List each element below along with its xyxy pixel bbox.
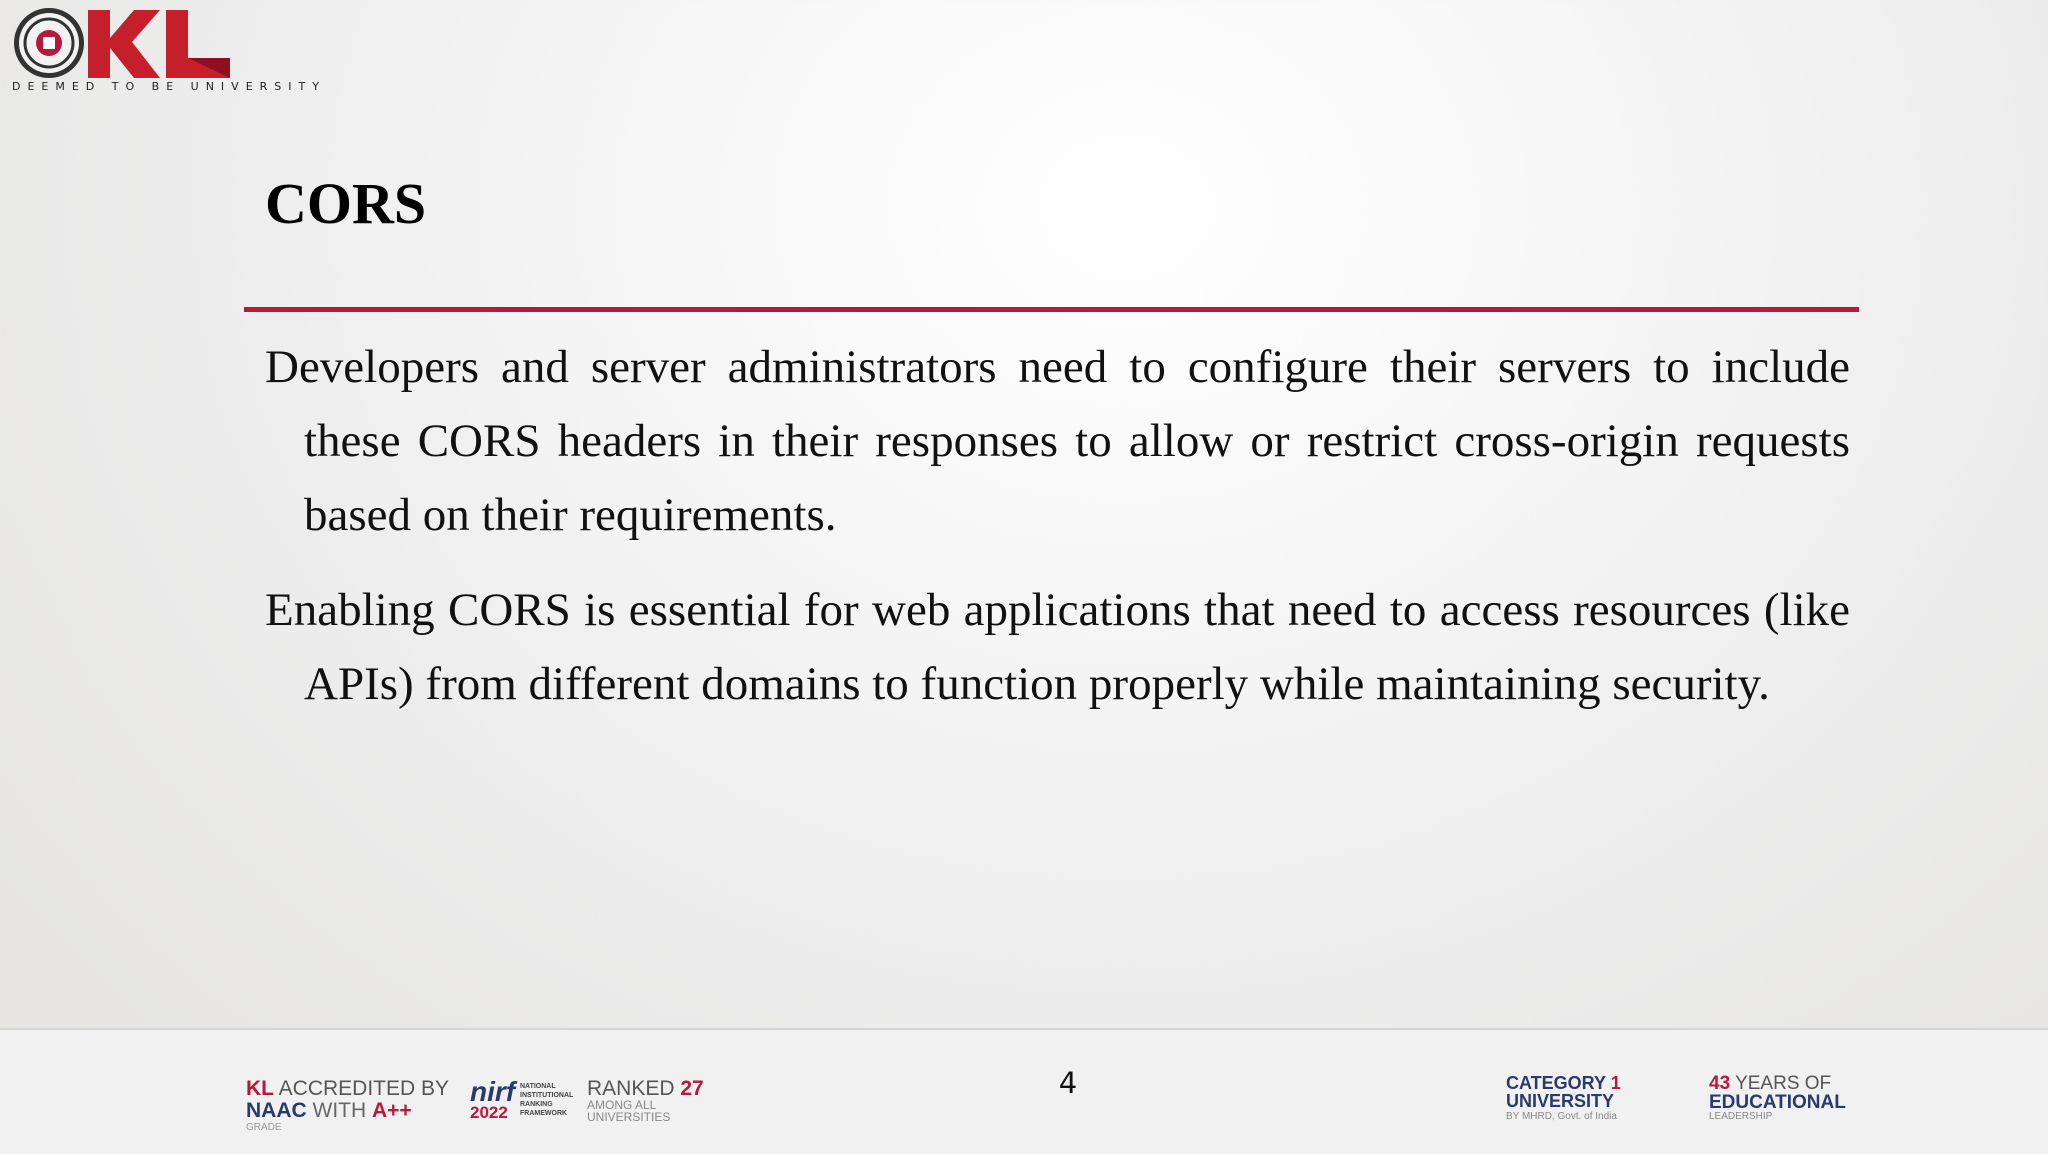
university-emblem-icon	[12, 6, 86, 80]
naac-label: NAAC	[246, 1099, 307, 1122]
years-sub: LEADERSHIP	[1709, 1111, 1773, 1122]
category-line2: UNIVERSITY	[1506, 1091, 1615, 1111]
naac-kl: KL	[246, 1077, 274, 1100]
ranked-sub-1: AMONG ALL	[587, 1098, 657, 1112]
ranked-number: 27	[680, 1077, 704, 1100]
kl-letters-icon	[84, 4, 234, 84]
page-number: 4	[1058, 1066, 1078, 1100]
nirf-text: NATIONAL INSTITUTIONAL RANKING FRAMEWORK	[520, 1083, 574, 1117]
years-line2: EDUCATIONAL	[1709, 1092, 1846, 1113]
naac-accreditation-badge	[246, 1078, 449, 1133]
paragraph-1: Developers and server administrators need to configure their servers to include these CORS headers in their responses to allow or restrict cross-origin requests based on their requirements.	[265, 341, 1850, 541]
slide-title: CORS	[265, 171, 427, 236]
paragraph-2: Enabling CORS is essential for web applications that need to access resources (like APIs) from different domains to function properly while maintaining security.	[265, 584, 1850, 710]
years-number: 43	[1709, 1073, 1731, 1094]
slide-footer	[0, 1028, 2048, 1154]
category-number: 1	[1610, 1073, 1621, 1093]
category-sub: BY MHRD, Govt. of India	[1506, 1111, 1617, 1122]
nirf-badge	[470, 1076, 574, 1122]
ranked-label: RANKED	[587, 1077, 681, 1100]
kl-university-logo	[12, 4, 326, 96]
years-badge	[1709, 1074, 1846, 1122]
naac-accredited: ACCREDITED BY	[274, 1077, 450, 1100]
title-divider	[244, 307, 1859, 312]
naac-grade: A++	[372, 1099, 412, 1122]
category-label: CATEGORY	[1506, 1073, 1611, 1093]
years-label: YEARS OF	[1730, 1073, 1832, 1094]
ranking-badge	[587, 1078, 704, 1123]
ranked-sub-2: UNIVERSITIES	[587, 1110, 671, 1124]
slide-content	[265, 330, 1850, 742]
nirf-year: 2022	[470, 1103, 508, 1122]
naac-with: WITH	[306, 1099, 372, 1122]
nirf-logo: nirf	[470, 1076, 516, 1107]
logo-subtitle: DEEMED TO BE UNIVERSITY	[12, 80, 326, 93]
category-badge	[1506, 1074, 1621, 1122]
naac-grade-label: GRADE	[246, 1122, 282, 1133]
